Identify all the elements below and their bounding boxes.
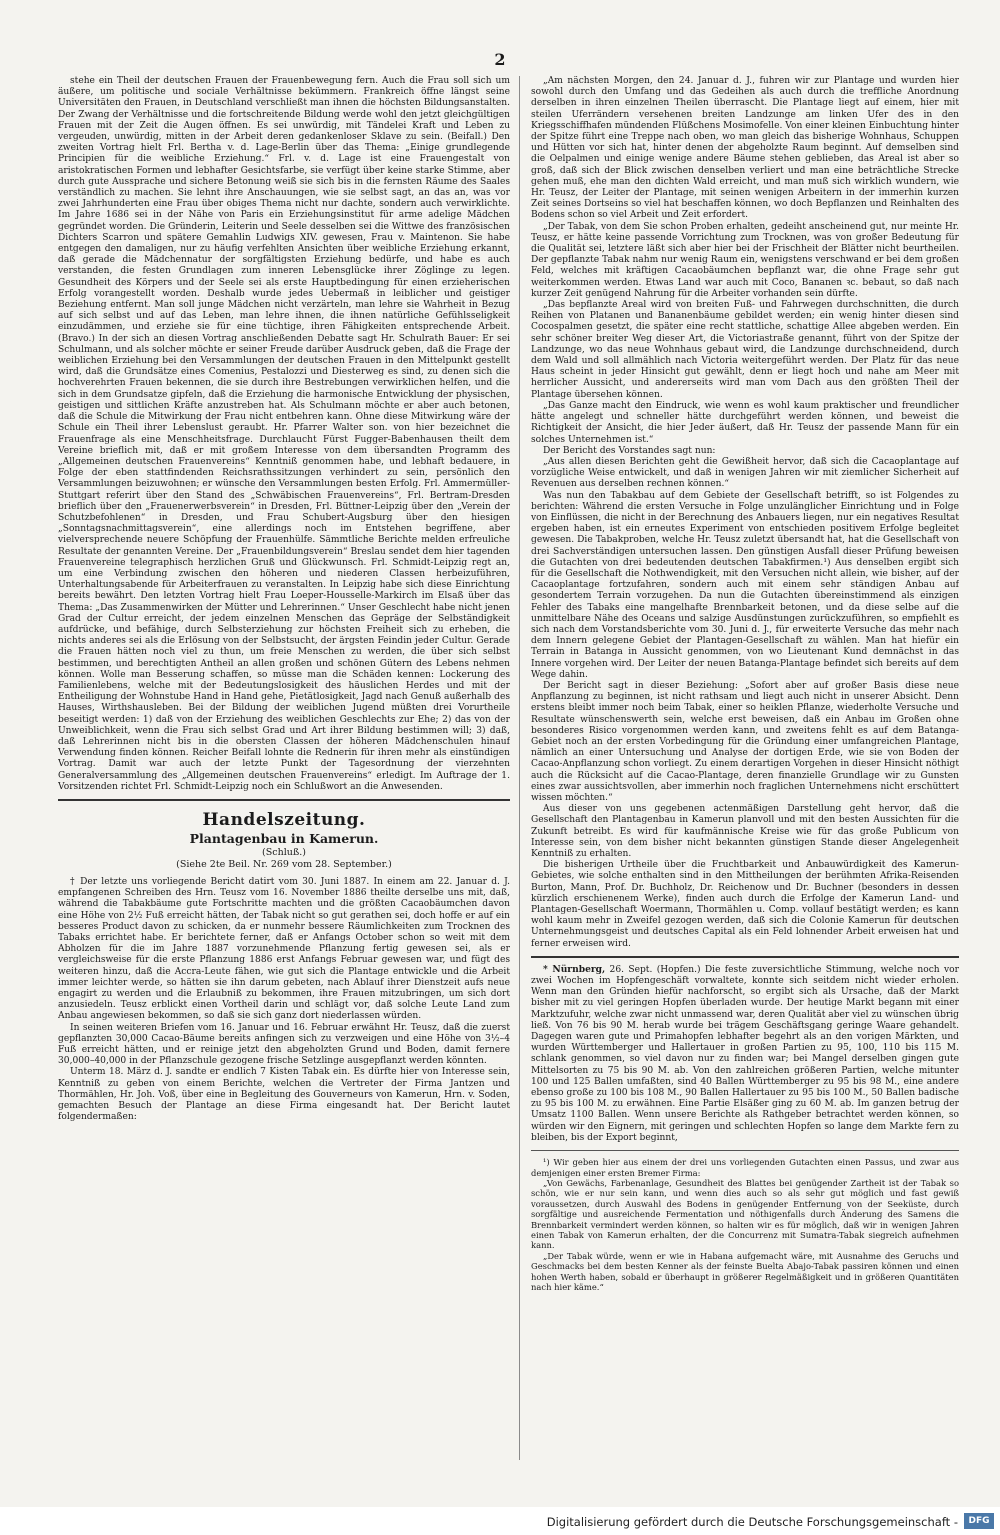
article-paragraph: † Der letzte uns vorliegende Bericht datirt vom 30. Juni 1887. In einem am 22. Januar d. J. empfangenen Schreiben des Hrn. Teusz vom 16. November 1886 theilte derselbe uns mit, daß, während die Tabakbäume gute Fortschritte machten und die größten Cacaobäumchen davon eine Höhe von 2½ Fuß erreicht hätten, der Tabak nicht so gut gerathen sei, doch hoffe er auf ein besseres Product davon zu schicken, da er nunmehr bessere Räumlichkeiten zum Trocknen des Tabaks errichtet habe. Er berichtete ferner, daß er Anfangs October schon so weit mit dem Abholzen für die im Jahre 1887 vorzunehmende Pflanzung fertig gewesen sei, als er vergleichsweise für die erste Pflanzung 1886 erst Anfangs Februar gewesen war, und fügt des weiteren hinzu, daß die Accra-Leute fähen, wie gut sich die Plantage entwickle und die Arbeit immer leichter werde, so hätten sie ihn darum gebeten, nach Ablauf ihrer Dienstzeit aufs neue engagirt zu werden und die Erlaubniß zu bekommen, ihre Frauen mitzubringen, um sich dort anzusiedeln. Teusz erblickt einen Vortheil darin und schlägt vor, daß solche Leute Land zum Anbau angewiesen bekommen, so daß sie sich ganz dort niederlassen würden. [58,877,510,1022]
right-column [531,76,959,1460]
footnote: ¹) Wir geben hier aus einem der drei uns vorliegenden Gutachten einen Passus, und zwar aus demjenigen einer ersten Bremer Firma: [531,1157,959,1178]
article-paragraph: stehe ein Theil der deutschen Frauen der Frauenbewegung fern. Auch die Frau soll sich um äußere, um politische und sociale Verhältnisse bekümmern. Frankreich öffne längst seine Universitäten den Frauen, in Deutschland verschließt man ihnen die höchsten Bildungsanstalten. Der Zwang der Verhältnisse und die fortschreitende Bildung werde wohl den jetzt gleichgültigen Frauen mit der Zeit die Augen öffnen. Es sei unwürdig, mit Tändelei Kraft und Leben zu vergeuden, unwürdig, mitten in der Arbeit deren gedankenloser Sklave zu sein. (Beifall.) Den zweiten Vortrag hielt Frl. Bertha v. d. Lage-Berlin über das Thema: „Einige grundlegende Principien für die weibliche Erziehung.“ Frl. v. d. Lage ist eine Frauengestalt von aristokratischen Formen und lebhafter Gesichtsfarbe, sie verfügt über keine starke Stimme, aber durch gute Aussprache und sichere Betonung weiß sie sich bis in die fernsten Räume des Saales verständlich zu machen. Sie lehnt ihre Anschauungen, wie sie selbst sagt, an das an, was vor zwei Jahrhunderten eine Frau über obiges Thema nicht nur dachte, sondern auch verwirklichte. Im Jahre 1686 sei in der Nähe von Paris ein Erziehungsinstitut für arme adelige Mädchen gegründet worden. Die Gründerin, Leiterin und Seele desselben sei die Wittwe des französischen Dichters Scarron und spätere Gemahlin Ludwigs XIV. gewesen, Frau v. Maintenon. Sie habe entgegen den damaligen, nur zu häufig verfehlten Ansichten über weibliche Erziehung erkannt, daß gerade die Mädchennatur der sorgfältigsten Erziehung bedürfe, und habe es auch verstanden, die festen Grundlagen zum inneren Lebensglücke ihrer Zöglinge zu legen. Gesundheit des Körpers und der Seele sei als erste Hauptbedingung für einen erzieherischen Erfolg vorangestellt worden. Deshalb wurde jedes Uebermaß in leiblicher und geistiger Beziehung entfernt. Man soll junge Mädchen nicht verzärteln, man lehre sie Wahrheit in Bezug auf sich selbst und auf das Leben, man lehre ihnen, die ihnen natürliche Gefühlsseligkeit einzudämmen, und erziehe sie für eine tüchtige, ihren Fähigkeiten entsprechende Arbeit. (Bravo.) In der sich an diesen Vortrag anschließenden Debatte sagt Hr. Schulrath Bauer: Er sei Schulmann, und als solcher möchte er seiner Freude darüber Ausdruck geben, daß die Frage der weiblichen Erziehung bei den Versammlungen der deutschen Frauen in den Mittelpunkt gestellt wird, daß die Grundsätze eines Comenius, Pestalozzi und Diesterweg es sind, zu denen sich die hochverehrten Frauen bekennen, die sie durch ihre Bestrebungen verwirklichen helfen, und die sich in dem Grundsatze gipfeln, daß die Erziehung die harmonische Entwicklung der physischen, geistigen und sittlichen Kräfte anzustreben hat. Als Schulmann möchte er aber auch betonen, daß die Schule die Mitwirkung der Frau nicht entbehren kann. Ohne diese Mitwirkung wäre der Schule ein Theil ihrer Lebenslust geraubt. Hr. Pfarrer Walter son. von hier bezeichnet die Frauenfrage als eine Menschheitsfrage. Durchlaucht Fürst Fugger-Babenhausen theilt dem Vereine brieflich mit, daß er mit großem Interesse von dem übersandten Programm des „Allgemeinen deutschen Frauenvereins“ Kenntniß genommen habe, und lebhaft bedauere, in Folge der eben stattfindenden Reichsrathssitzungen verhindert zu sein, persönlich den Versammlungen beizuwohnen; er wünsche den Versammlungen besten Erfolg. Frl. Ammermüller-Stuttgart referirt über den Stand des „Schwäbischen Frauenvereins“, Frl. Bertram-Dresden brieflich über den „Frauenerwerbsverein“ in Dresden, Frl. Büttner-Leipzig über den „Verein der Schutzbefohlenen“ in Dresden, und Frau Schubert-Augsburg über den hiesigen „Sonntagsnachmittagsverein“, eine allerdings noch im Entstehen begriffene, aber vielversprechende neuere Schöpfung der Frauenhülfe. Sämmtliche Berichte melden erfreuliche Resultate der genannten Vereine. Der „Frauenbildungsverein“ Breslau sendet dem hier tagenden Frauenvereine telegraphisch herzlichen Gruß und Glückwunsch. Frl. Schmidt-Leipzig regt an, um eine Verbindung zwischen den höheren und niederen Classen herbeizuführen, Unterhaltungsabende für Arbeiterfrauen zu veranstalten. In Leipzig habe sich diese Einrichtung bereits bewährt. Den letzten Vortrag hielt Frau Loeper-Housselle-Markirch im Elsaß über das Thema: „Das Zusammenwirken der Mütter und Lehrerinnen.“ Unser Geschlecht habe nicht jenen Grad der Cultur erreicht, der jedem einzelnen Menschen das Gepräge der Selbständigkeit aufdrücke, und befähige, durch Selbsterziehung zur höchsten Freiheit sich zu erheben, die nichts anderes sei als die Erlösung von der Selbstsucht, der ärgsten Feindin jeder Cultur. Gerade die Frauen hätten noch viel zu thun, um freie Menschen zu werden, die über sich selbst bestimmen, und berechtigten Antheil an allen großen und schönen Gütern des Lebens nehmen können. Wolle man Besserung schaffen, so müsse man die Schäden kennen: Lockerung des Familienlebens, welche mit der Bedeutungslosigkeit des häuslichen Herdes und mit der Entheiligung der Wohnstube Hand in Hand gehe, Pietätlosigkeit, Jagd nach Genuß außerhalb des Hauses, Wirthshausleben. Bei der Bildung der weiblichen Jugend müßten drei Vorurtheile beseitigt werden: 1) daß von der Erziehung des weiblichen Geschlechts zur Ehe; 2) das von der Unweiblichkeit, wenn die Frau sich selbst Grad und Art ihrer Bildung bestimmen will; 3) daß, daß Lehrerinnen nicht bis in die obersten Classen der höheren Mädchenschulen hinauf Verwendung finden können. Reicher Beifall lohnte die Rednerin für ihren mehr als einstündigen Vortrag. Damit war auch der letzte Punkt der Tagesordnung der vierzehnten Generalversammlung des „Allgemeinen deutschen Frauenvereins“ erledigt. Im Auftrage der 1. Vorsitzenden richtet Frl. Schmidt-Leipzig noch ein Schlußwort an die Anwesenden. [58,76,510,792]
section-divider [58,799,510,801]
article-paragraph: „Das Ganze macht den Eindruck, wie wenn es wohl kaum praktischer und freundlicher hätte angelegt und schneller hätte durchgeführt werden können, und beweist die Richtigkeit der Ansicht, die hier Jeder äußert, daß Hr. Teusz der passende Mann für ein solches Unternehmen ist.“ [531,400,959,445]
digitization-footer [0,1507,1000,1535]
footnote-divider [531,1150,959,1151]
section-divider [531,956,959,958]
article-paragraph: Die bisherigen Urtheile über die Fruchtbarkeit und Anbauwürdigkeit des Kamerun-Gebietes, wie solche enthalten sind in den Mittheilungen der berühmten Afrika-Reisenden Burton, Mann, Prof. Dr. Buchholz, Dr. Reichenow und Dr. Buchner (besonders in dessen kürzlich erschienenem Werke), finden auch durch die Erfolge der Kamerun Land- und Plantagen-Gesellschaft Woermann, Thormählen u. Comp. vollauf bestätigt werden; es kann wohl kaum mehr in Zweifel gezogen werden, daß sich die Colonie Kamerun für deutschen Unternehmungsgeist und deutsches Capital als ein Feld lohnender Arbeit erweisen hat und ferner erweisen wird. [531,860,959,949]
article-paragraph: Der Bericht des Vorstandes sagt nun: [543,445,716,456]
column-divider [519,76,520,1460]
section-title: Handelszeitung. [202,810,366,830]
article-paragraph: In seinen weiteren Briefen vom 16. Januar und 16. Februar erwähnt Hr. Teusz, daß die zuerst gepflanzten 30,000 Cacao-Bäume bereits anfingen sich zu verzweigen und eine Höhe von 3½–4 Fuß erreicht hätten, und er reinige jetzt den abgeholzten Grund und Boden, damit fernere 30,000–40,000 in der Pflanzschule gezogene frische Setzlinge ausgepflanzt werden könnten. [58,1022,510,1067]
article-paragraph: „Aus allen diesen Berichten geht die Gewißheit hervor, daß sich die Cacaoplantage auf vorzügliche Weise entwickelt, und daß in wenigen Jahren wir mit ziemlicher Sicherheit auf Revenuen aus derselben rechnen können.“ [531,456,959,490]
article-paragraph: „Der Tabak, von dem Sie schon Proben erhalten, gedeiht anscheinend gut, nur meinte Hr. Teusz, er hätte keine passende Vorrichtung zum Trocknen, was von großer Bedeutung für die Qualität sei, letztere läßt sich aber hier bei der Frischheit der Blätter nicht beurtheilen. Der gepflanzte Tabak nahm nur wenig Raum ein, wenigstens verschwand er bei dem großen Feld, welches mit kräftigen Cacaobäumchen bepflanzt war, die ohne Frage sehr gut weiterkommen werden. Etwas Land war auch mit Coco, Bananen ꝛc. bebaut, so daß nach kurzer Zeit genügend Nahrung für die Arbeiter vorhanden sein dürfte. [531,221,959,299]
market-place: * Nürnberg, [543,963,606,975]
article-paragraph: Was nun den Tabakbau auf dem Gebiete der Gesellschaft betrifft, so ist Folgendes zu berichten: Während die ersten Versuche in Folge unzulänglicher Einrichtung und in Folge von Einflüssen, die nicht in der Berechnung des Anbauers liegen, nur ein negatives Resultat ergeben haben, ist ein erneutes Experiment von entschieden positivem Erfolge begleitet gewesen. Die Tabakproben, welche Hr. Teusz zuletzt übersandt hat, hat die Gesellschaft von drei Sachverständigen untersuchen lassen. Den günstigen Ausfall dieser Prüfung beweisen die Gutachten von drei bedeutenden deutschen Tabakfirmen.¹) Aus denselben ergibt sich für die Gesellschaft die Nothwendigkeit, mit den Versuchen nicht allein, wie bisher, auf der Cacaoplantage fortzufahren, sondern auch mit einem sehr ständigen Anbau auf gesondertem Terrain vorzugehen. Da nun die Gutachten übereinstimmend als einzigen Fehler des Tabaks eine mangelhafte Brennbarkeit betonen, und da diese selbe auf die unmittelbare Nähe des Oceans und salzige Ausdünstungen zurückzuführen, so empfiehlt es sich nach dem Vorstandsberichte vom 30. Juni d. J., für erweiterte Versuche das mehr nach dem Innern gelegene Gebiet der Plantagen-Gesellschaft zu wählen. Man hat hiefür ein Terrain in Batanga in Aussicht genommen, von wo Lieutenant Kund demnächst in das Innere vorgehen wird. Der Leiter der neuen Batanga-Plantage befindet sich bereits auf dem Wege dahin. [531,490,959,680]
article-paragraph: Aus dieser von uns gegebenen actenmäßigen Darstellung geht hervor, daß die Gesellschaft den Plantagenbau in Kamerun planvoll und mit den besten Aussichten für die Zukunft betreibt. Es wird für kaufmännische Kreise wie für das große Publicum von Interesse sein, von dem bisher nicht bekannten günstigen Stande dieser Angelegenheit Kenntniß zu erhalten. [531,804,959,860]
dfg-logo-icon: DFG [964,1513,994,1529]
market-report [531,964,959,1144]
footer-text: Digitalisierung gefördert durch die Deutsche Forschungsgemeinschaft - [546,1515,958,1529]
article-paragraph: „Am nächsten Morgen, den 24. Januar d. J., fuhren wir zur Plantage und wurden hier sowohl durch den Umfang und das Gedeihen als auch durch die treffliche Anordnung derselben in ihren einzelnen Theilen überrascht. Die Plantage liegt auf einem, hier mit steilen Uferrändern versehenen breiten Landzunge am linken Ufer des in den Kriegsschiffhafen mündenden Flüßchens Mosimofelle. Von einer kleinen Einbuchtung hinter der Spitze führt eine Treppe nach oben, wo man gleich das bisherige Wohnhaus, Schuppen und Hütten vor sich hat, hinter denen der abgeholzte Raum beginnt. Auf demselben sind die Oelpalmen und einige wenige andere Bäume stehen geblieben, das Areal ist aber so groß, daß sich der Blick zwischen denselben verliert und man eine beträchtliche Strecke gehen muß, ehe man den dichten Wald erreicht, und man muß sich wirklich wundern, wie Hr. Teusz, der Leiter der Plantage, mit seinen wenigen Arbeitern in der immerhin kurzen Zeit seines Dortseins so viel hat beschaffen können, wo doch Bepflanzen und Reinhalten des Bodens schon so viel Arbeit und Zeit erfordert. [531,76,959,221]
market-text: 26. Sept. (Hopfen.) Die feste zuversichtliche Stimmung, welche noch vor zwei Wochen im Hopfengeschäft vorwaltete, konnte sich seitdem nicht wieder erholen. Wenn man den Gründen hiefür nachforscht, so ergibt sich als Ursache, daß der Markt bisher mit zu viel geringen Hopfen überladen wurde. Der heutige Markt begann mit einer Marktzufuhr, welche zwar nicht unmassend war, deren Qualität aber viel zu wünschen übrig ließ. Von 76 bis 90 M. herab wurde bei trägem Geschäftsgang geringe Waare gehandelt. Dagegen waren gute und Primahopfen lebhafter begehrt als an den vorigen Märkten, und wurden Württemberger und Hallertauer in großen Partien zu 95, 100, 110 bis 115 M. schlank genommen, so viel davon nur zu finden war; bei Mangel derselben gingen gute Mittelsorten zu 75 bis 90 M. ab. Von den zahlreichen größeren Partien, welche mitunter 100 und 125 Ballen umfaßten, sind 40 Ballen Württemberger zu 95 bis 98 M., eine andere ebenso große zu 100 bis 108 M., 90 Ballen Hallertauer zu 95 bis 100 M., 50 Ballen badische zu 95 bis 100 M. zu erwähnen. Eine Partie Elsäßer ging zu 60 M. ab. Im ganzen betrug der Umsatz 1100 Ballen. Wenn unsere Berichte als Rathgeber betrachtet werden können, so würden wir den Eignern, mit geringen und schlechten Hopfen so lange dem Markte fern zu bleiben, bis der Export beginnt, [531,964,959,1143]
footnote: „Der Tabak würde, wenn er wie in Habana aufgemacht wäre, mit Ausnahme des Geruchs und Geschmacks bei dem besten Kenner als der feinste Buelta Abajo-Tabak passiren können und einen hohen Werth haben, sobald er überhaupt in größerer Regelmäßigkeit und in größeren Quantitäten nach hier käme.“ [531,1250,959,1292]
article-paragraph: Unterm 18. März d. J. sandte er endlich 7 Kisten Tabak ein. Es dürfte hier von Interesse sein, Kenntniß zu geben von einem Berichte, welchen die Vertreter der Firma Jantzen und Thormählen, Hr. Joh. Voß, über eine in Begleitung des Gouverneurs von Kamerun, Hrn. v. Soden, gemachten Besuch der Plantage an diese Firma eingesandt hat. Der Bericht lautet folgendermaßen: [58,1067,510,1123]
section-part: (Schluß.) [262,847,306,858]
article-paragraph: Der Bericht sagt in dieser Beziehung: „Sofort aber auf großer Basis diese neue Anpflanzung zu beginnen, ist nicht rathsam und liegt auch nicht in unserer Absicht. Denn erstens bleibt immer noch beim Tabak, einer so heiklen Pflanze, wiederholte Versuche und Resultate wünschenswerth sein, welche erst beweisen, daß ein Anbau im Großen ohne besonderes Risico vorgenommen werden kann, und zweitens fehlt es auf dem Batanga-Gebiet noch an der ersten Vorbedingung für die Gründung einer umfangreichen Plantage, nämlich an einer Untersuchung und Analyse der dortigen Erde, wie sie von Boden der Cacao-Anpflanzung schon vorliegt. Zu einem derartigen Vorgehen in dieser Hinsicht nöthigt auch die Rücksicht auf die Cacao-Plantage, deren finanzielle Grundlage wir zu Gunsten eines zwar aussichtsvollen, aber immerhin noch fraglichen Unternehmens nicht erschüttert wissen möchten.“ [531,680,959,803]
footnote: „Von Gewächs, Farbenanlage, Gesundheit des Blattes bei genügender Zartheit ist der Tabak so schön, wie er nur sein kann, und wenn dies auch so als sehr gut möglich und fast gewiß voraussetzen, durch Auswahl des Bodens in genügender Entfernung von der Seeküste, durch sorgfältige und ausreichende Fermentation und nöthigenfalls durch Änderung des Samens die Brennbarkeit vermindert werden können, so halten wir es für möglich, daß wir in wenigen Jahren einen Tabak von Kamerun erhalten, der die Concurrenz mit Sumatra-Tabak siegreich aufnehmen kann. [531,1177,959,1251]
page-number: 2 [494,50,506,69]
section-reference: (Siehe 2te Beil. Nr. 269 vom 28. September.) [176,859,392,870]
left-column [58,76,510,1460]
article-paragraph: „Das bepflanzte Areal wird von breiten Fuß- und Fahrwegen durchschnitten, die durch Reihen von Platanen und Bananenbäume gebildet werden; ein wenig hinter diesen sind Cocospalmen gesetzt, die später eine recht stattliche, schattige Allee abgeben werden. Ein sehr schöner breiter Weg dieser Art, die Victoriastraße genannt, führt von der Spitze der Landzunge, wo das neue Wohnhaus gebaut wird, die Landzunge durchschneidend, durch dem Wald und soll allmählich nach Victoria weitergeführt werden. Der Platz für das neue Haus scheint in jeder Hinsicht gut gewählt, denn er liegt hoch und nahe am Meer mit herrlicher Aussicht, und andererseits wird man vom Dach aus den größten Theil der Plantage übersehen können. [531,300,959,400]
section-subtitle: Plantagenbau in Kamerun. [189,831,379,846]
